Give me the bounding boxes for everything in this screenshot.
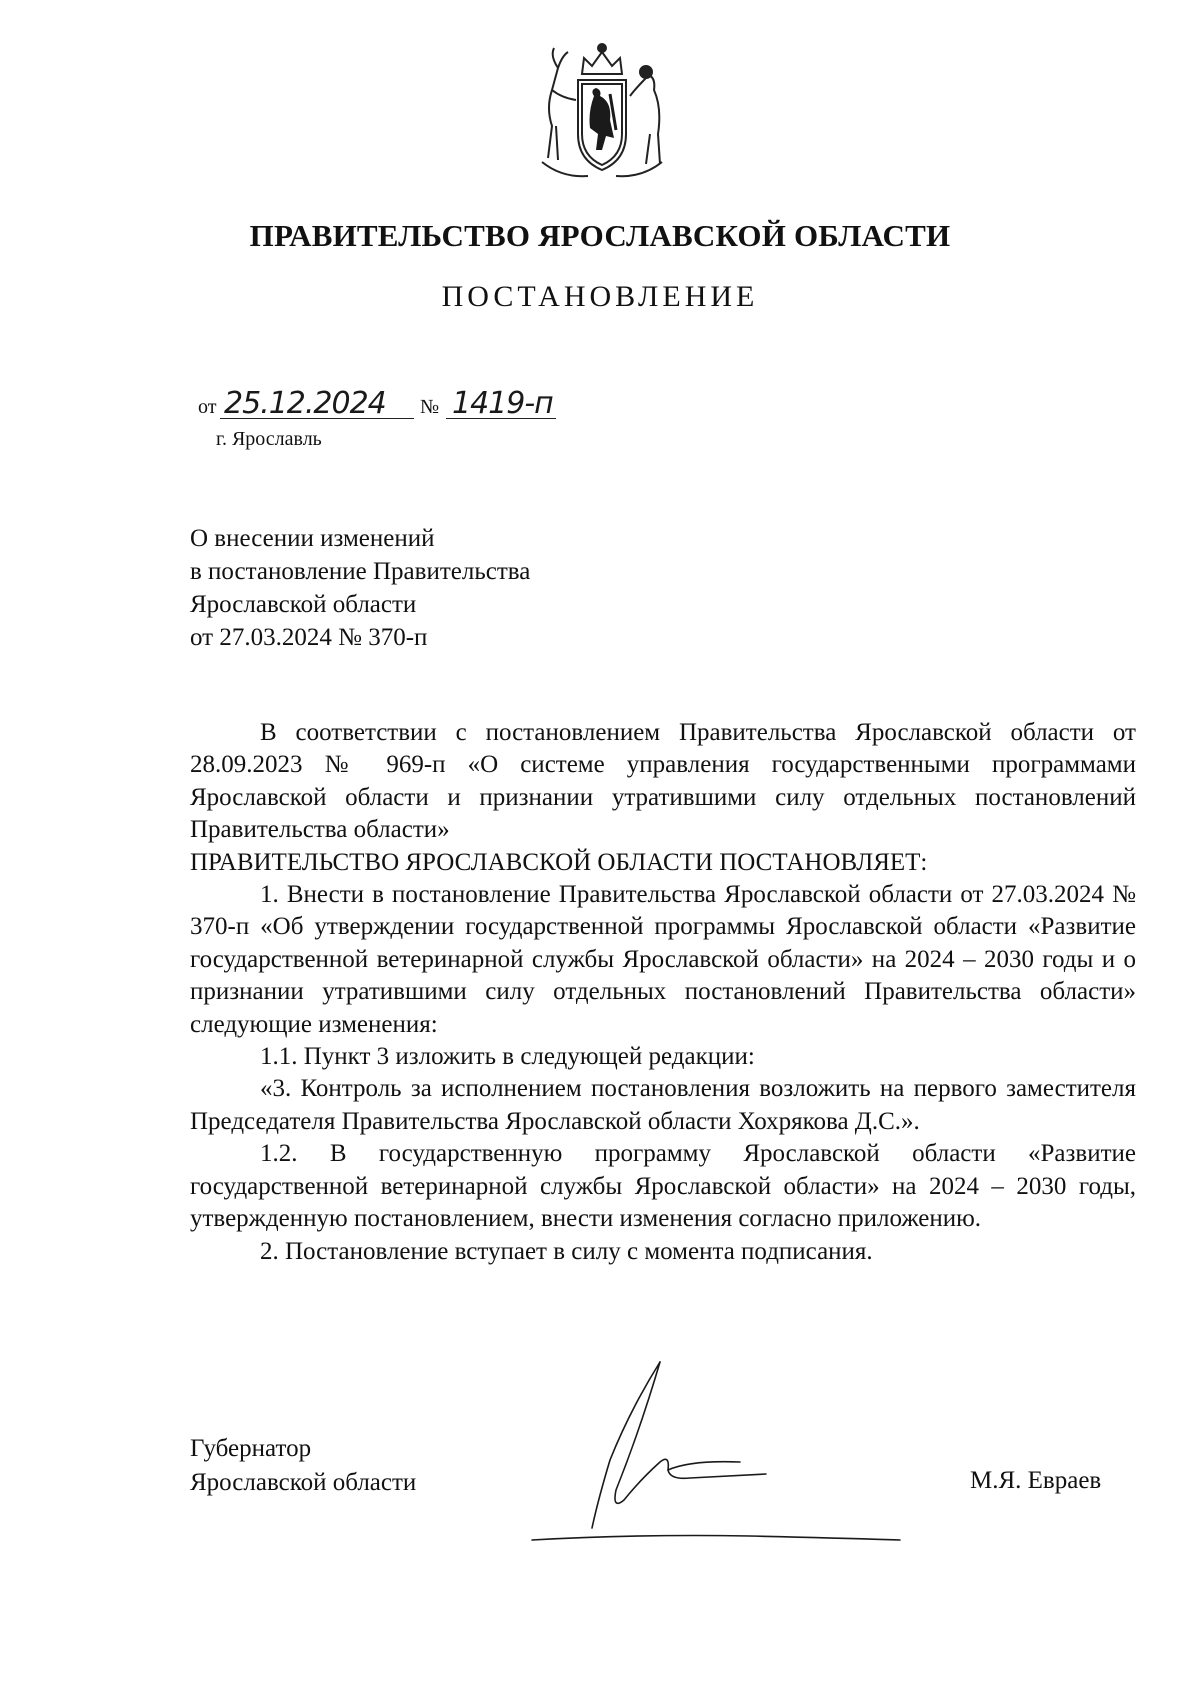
signatory-position — [190, 1432, 416, 1500]
handwritten-number: 1419-п — [452, 386, 553, 421]
document-body — [190, 717, 1136, 1268]
number-label: № — [420, 396, 440, 418]
registration-line — [198, 385, 598, 425]
item-1-paragraph: 1. Внести в постановление Правительства Ярославской области от 27.03.2024 № 370-п «Об утверждении государственной программы Ярославской области «Развитие государственной ветеринарной службы Ярославской области» на 2024 – 2030 годы и о признании утратившими силу отдельных постановлений Правительства области» следующие изменения: — [190, 881, 1136, 1038]
handwritten-date: 25.12.2024 — [224, 386, 386, 421]
document-type: ПОСТАНОВЛЕНИЕ — [441, 280, 759, 313]
position-line: Губернатор — [190, 1435, 312, 1462]
item-2-paragraph: 2. Постановление вступает в силу с момента подписания. — [260, 1237, 873, 1265]
subject-line: в постановление Правительства — [190, 558, 531, 585]
position-line: Ярославской области — [190, 1469, 417, 1496]
preamble-paragraph: В соответствии с постановлением Правительства Ярославской области от 28.09.2023 № 969-п «О системе управления государственными программами Ярославской области и признании утратившими силу отдельных постановлений Правительства области» — [190, 719, 1136, 844]
issue-city: г. Ярославль — [216, 428, 322, 450]
subject-line: О внесении изменений — [190, 525, 435, 552]
item-1-1-paragraph: 1.1. Пункт 3 изложить в следующей редакции: — [260, 1043, 755, 1071]
item-1-1-text-paragraph: «3. Контроль за исполнением постановления возложить на первого заместителя Председателя Правительства Ярославской области Хохрякова Д.С.». — [190, 1075, 1136, 1135]
signatory-name: М.Я. Евраев — [970, 1467, 1102, 1494]
subject-line: от 27.03.2024 № 370-п — [190, 624, 428, 651]
government-title: ПРАВИТЕЛЬСТВО ЯРОСЛАВСКОЙ ОБЛАСТИ — [249, 218, 951, 253]
item-1-2-paragraph: 1.2. В государственную программу Ярославской области «Развитие государственной ветеринарной службы Ярославской области» на 2024 – 2030 годы, утвержденную постановлением, внести изменения согласно приложению. — [190, 1140, 1136, 1233]
handwritten-signature — [520, 1350, 940, 1550]
subject-line: Ярославской области — [190, 591, 417, 618]
resolution-heading: ПРАВИТЕЛЬСТВО ЯРОСЛАВСКОЙ ОБЛАСТИ ПОСТАНОВЛЯЕТ: — [190, 848, 928, 876]
document-subject — [190, 522, 530, 654]
coat-of-arms-icon — [532, 38, 672, 190]
from-label: от — [198, 396, 217, 418]
